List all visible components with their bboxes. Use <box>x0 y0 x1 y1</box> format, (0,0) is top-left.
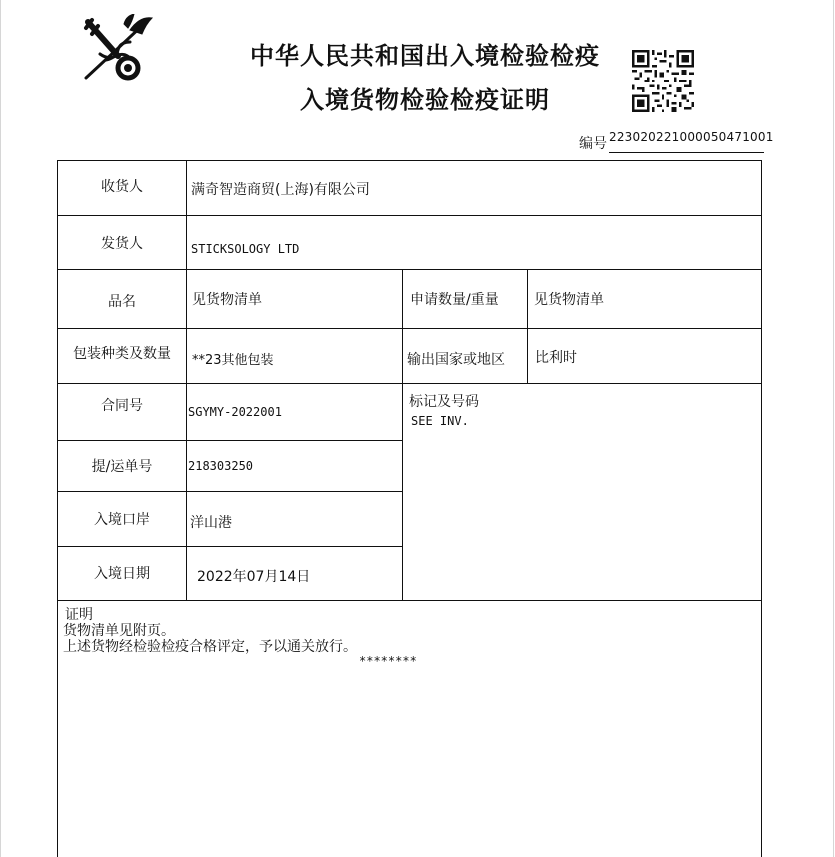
page-border-right <box>833 0 834 857</box>
certification-line-2: 上述货物经检验检疫合格评定，予以通关放行。 <box>63 639 357 655</box>
entry-date-label: 入境日期 <box>94 566 150 582</box>
goods-name-value: 见货物清单 <box>192 292 262 308</box>
bill-no-label: 提/运单号 <box>91 459 153 475</box>
table-line <box>186 160 187 600</box>
serial-number: 223020221000050471001 <box>609 130 774 144</box>
entry-port-value: 洋山港 <box>190 515 232 531</box>
quantity-weight-value: 见货物清单 <box>534 292 604 308</box>
table-line <box>57 440 403 441</box>
consignor-value: STICKSOLOGY LTD <box>191 242 300 256</box>
consignee-label: 收货人 <box>101 179 143 195</box>
certification-stars: ******** <box>359 654 417 668</box>
export-country-label: 输出国家或地区 <box>407 352 505 368</box>
serial-underline <box>609 152 764 153</box>
entry-port-label: 入境口岸 <box>94 512 150 528</box>
consignor-label: 发货人 <box>101 236 143 252</box>
marks-value: SEE INV. <box>411 414 469 428</box>
table-line <box>57 160 762 161</box>
table-line <box>57 546 403 547</box>
certification-heading: 证明 <box>65 607 93 623</box>
consignee-value: 满奇智造商贸(上海)有限公司 <box>191 182 370 198</box>
serial-number-label: 编号 <box>579 136 607 152</box>
export-country-value: 比利时 <box>535 350 577 366</box>
document-title-line-2: 入境货物检验检疫证明 <box>300 86 550 114</box>
document-title-line-1: 中华人民共和国出入境检验检疫 <box>250 42 600 70</box>
page-border-left <box>0 0 1 857</box>
certification-line-1: 货物清单见附页。 <box>63 623 175 639</box>
packaging-value: **23其他包装 <box>192 353 274 368</box>
marks-label: 标记及号码 <box>409 394 479 410</box>
table-line <box>57 269 762 270</box>
table-line <box>57 491 403 492</box>
table-line <box>57 600 762 601</box>
table-line <box>57 215 762 216</box>
goods-name-label: 品名 <box>108 294 136 310</box>
contract-no-label: 合同号 <box>101 398 143 414</box>
table-line <box>761 160 762 857</box>
table-line <box>57 383 762 384</box>
table-line <box>402 269 403 600</box>
entry-date-value: 2022年07月14日 <box>197 569 311 585</box>
quantity-weight-label: 申请数量/重量 <box>410 292 499 308</box>
qr-code <box>632 50 694 112</box>
table-line <box>57 328 762 329</box>
packaging-label: 包装种类及数量 <box>73 346 171 362</box>
table-line <box>527 269 528 383</box>
bill-no-value: 218303250 <box>188 459 254 473</box>
customs-emblem-logo <box>78 14 154 84</box>
contract-no-value: SGYMY-2022001 <box>188 405 282 419</box>
